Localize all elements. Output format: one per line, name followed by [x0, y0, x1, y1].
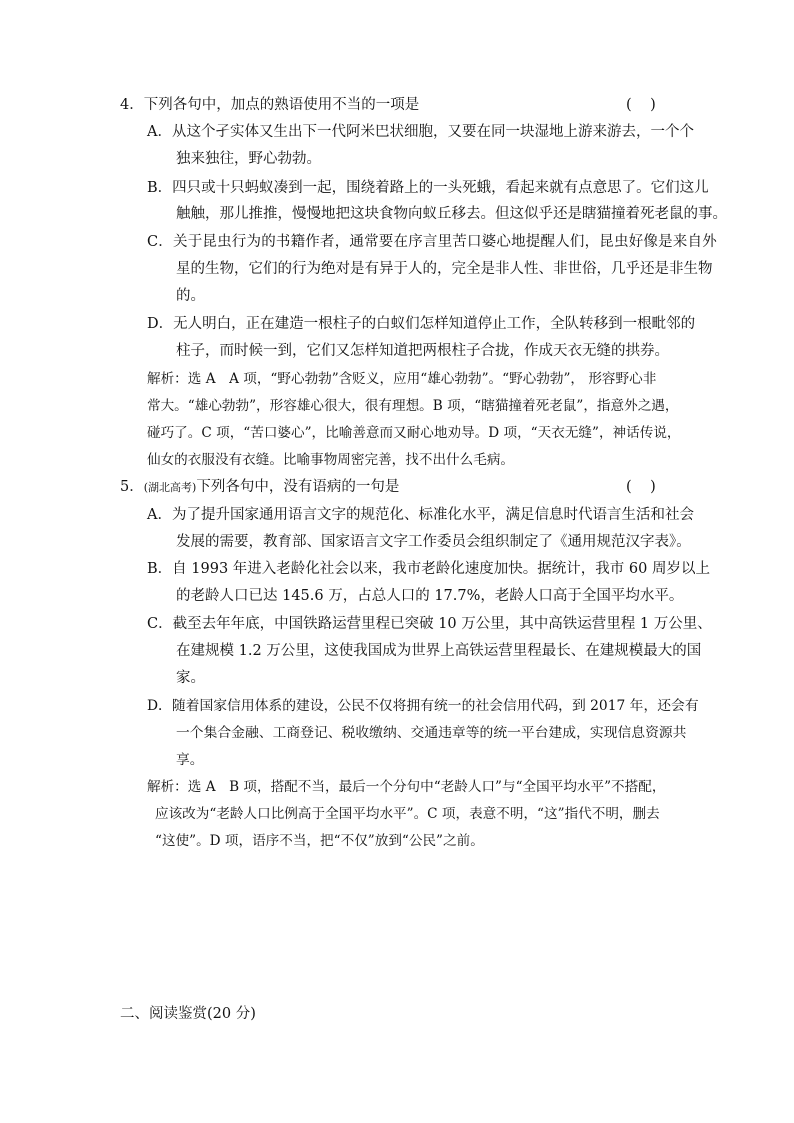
q4-option-b-line1: B．四只或十只蚂蚁凑到一起，围绕着路上的一头死蛾，看起来就有点意思了。它们这儿: [147, 180, 709, 196]
q4-option-d-line1: D．无人明白，正在建造一根柱子的白蚁们怎样知道停止工作，全队转移到一根毗邻的: [147, 316, 696, 332]
q4-analysis-line4: 仙女的衣服没有衣缝。比喻事物周密完善，找不出什么毛病。: [147, 452, 515, 468]
q5-option-d-line3: 享。: [176, 752, 204, 768]
q4-option-b-line2: 触触，那儿推推，慢慢地把这块食物向蚁丘移去。但这似乎还是瞎猫撞着死老鼠的事。: [176, 206, 727, 222]
q5-option-d-line1: D．随着国家信用体系的建设，公民不仅将拥有统一的社会信用代码，到 2017 年，还会有: [147, 698, 699, 714]
q5-option-a-line2: 发展的需要，教育部、国家语言文字工作委员会组织制定了《通用规范汉字表》。: [176, 534, 691, 550]
q5-number: 5．: [120, 479, 144, 495]
q5-option-a-line1: A．为了提升国家通用语言文字的规范化、标准化水平，满足信息时代语言生活和社会: [147, 507, 694, 523]
q4-stem: 下列各句中，加点的熟语使用不当的一项是: [143, 97, 420, 113]
q4-analysis-line3: 碰巧了。C 项，“苦口婆心”，比喻善意而又耐心地劝导。D 项，“天衣无缝”，神话传说，: [147, 425, 681, 441]
q5-option-c-line3: 家。: [176, 670, 205, 686]
q5-stem: 下列各句中，没有语病的一句是: [196, 479, 400, 495]
q4-option-a-line2: 独来独往，野心勃勃。: [176, 151, 321, 167]
q4-analysis-line1: 解析：选 A A 项，“野心勃勃”含贬义，应用“雄心勃勃”。“野心勃勃”， 形容野心非: [147, 371, 657, 387]
q5-option-b-line2: 的老龄人口已达 145.6 万，占总人口的 17.7%，老龄人口高于全国平均水平。: [176, 588, 684, 604]
q5-option-d-line2: 一个集合金融、工商登记、税收缴纳、交通违章等的统一平台建成，实现信息资源共: [176, 725, 687, 741]
q5-option-c-line2: 在建规模 1.2 万公里，这使我国成为世界上高铁运营里程最长、在建规模最大的国: [176, 643, 702, 659]
q4-option-c-line1: C．关于昆虫行为的书籍作者，通常要在序言里苦口婆心地提醒人们，昆虫好像是来自外: [147, 234, 717, 250]
q5-stem-line: [120, 477, 399, 498]
q4-answer-paren: ( ): [626, 97, 656, 113]
q4-stem-line: [120, 95, 419, 115]
q4-option-c-line2: 星的生物，它们的行为绝对是有异于人的，完全是非人性、非世俗，几乎还是非生物: [176, 261, 713, 277]
q4-option-a-line1: A．从这个孑实体又生出下一代阿米巴状细胞，又要在同一块湿地上游来游去，一个个: [147, 124, 694, 140]
q5-option-b-line1: B．自 1993 年进入老龄化社会以来，我市老龄化速度加快。据统计，我市 60 周岁以上: [147, 561, 710, 577]
q5-answer-paren: ( ): [626, 479, 656, 495]
q4-number: 4．: [120, 97, 144, 113]
q4-option-c-line3: 的。: [176, 288, 205, 304]
q5-analysis-line3: “这使”。D 项，语序不当，把“不仅”放到“公民”之前。: [155, 833, 484, 849]
q5-source-tag: (湖北高考): [143, 481, 197, 494]
q4-option-d-line2: 柱子，而时候一到，它们又怎样知道把两根柱子合拢，作成天衣无缝的拱券。: [176, 343, 669, 359]
section-2-heading: 二、阅读鉴赏(20 分): [120, 1006, 256, 1022]
q4-analysis-line2: 常大。“雄心勃勃”，形容雄心很大，很有理想。B 项，“瞎猫撞着死老鼠”，指意外之遇，: [147, 398, 679, 414]
q5-analysis-line2: 应该改为“老龄人口比例高于全国平均水平”。C 项，表意不明，“这”指代不明，删去: [155, 806, 660, 822]
q5-option-c-line1: C．截至去年年底，中国铁路运营里程已突破 10 万公里，其中高铁运营里程 1 万公里、: [147, 616, 712, 632]
q5-analysis-line1: 解析：选 A B 项，搭配不当，最后一个分句中“老龄人口”与“全国平均水平”不搭配，: [147, 779, 666, 795]
